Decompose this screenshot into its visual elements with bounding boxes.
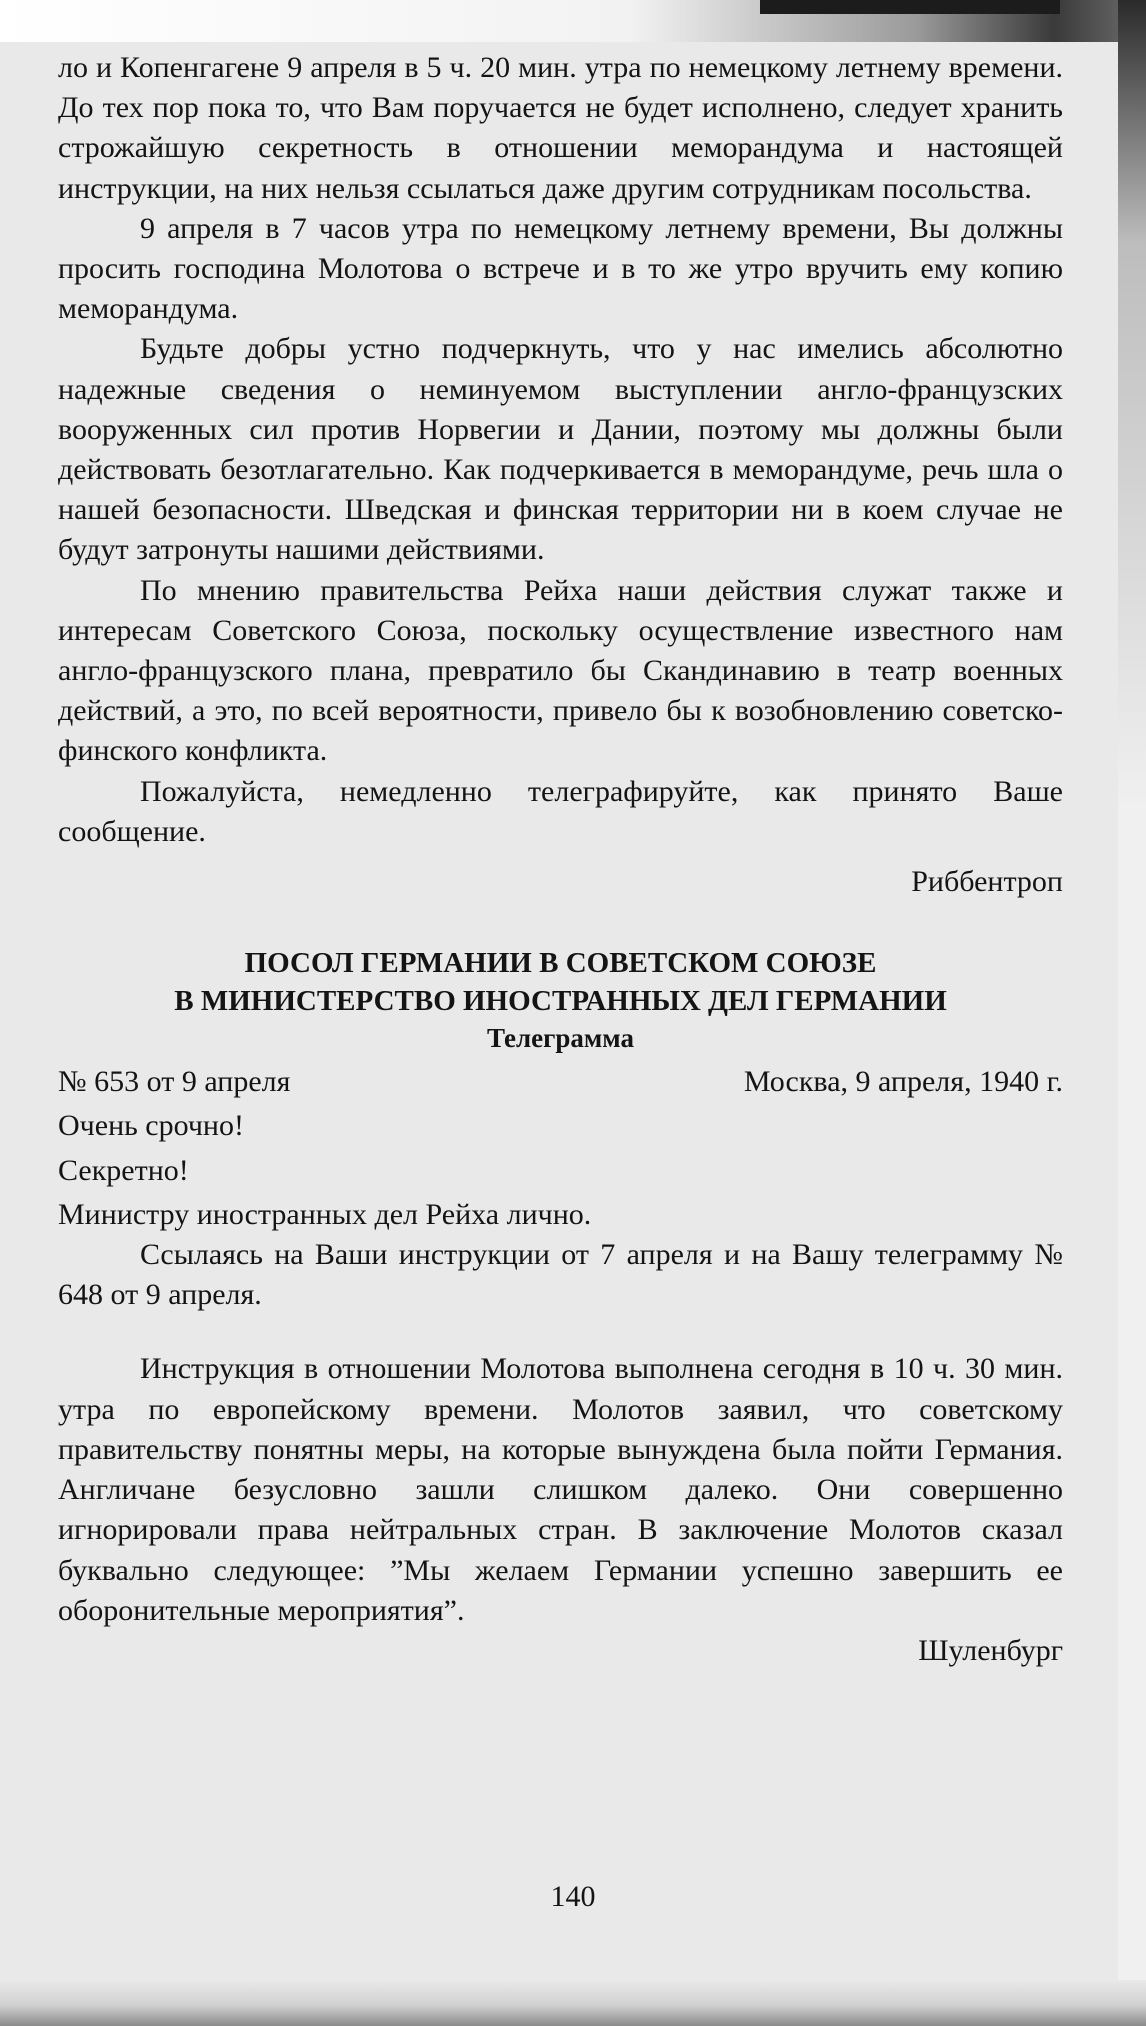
scan-bottom-edge xyxy=(0,1980,1146,2026)
document-type: Телеграмма xyxy=(487,1023,634,1054)
page-number: 140 xyxy=(550,1880,596,1913)
body-paragraph: Инструкция в отношении Молотова выполнена сегодня в 10 ч. 30 мин. утра по европейскому времени. Молотов заявил, что советскому правительству понятны меры, на которые вынуждена была пойти Германия. Англичане безусловно зашли слишком далеко. Они совершенно игнорировали права нейтральных стран. В заключение Молотов сказал буквально следующее: ”Мы желаем Германии успешно завершить ее оборонительные мероприятия”. xyxy=(58,1352,1063,1627)
telegram-number-date: № 653 от 9 апреля xyxy=(58,1065,291,1099)
telegram-place-date: Москва, 9 апреля, 1940 г. xyxy=(743,1065,1063,1099)
body-paragraph: ло и Копенгагене 9 апреля в 5 ч. 20 мин. утра по немецкому летнему времени. До тех пор пока то, что Вам поручается не будет исполнено, следует хранить строжайшую секретность в отношении меморандума и настоящей инструкции, на них нельзя ссылаться даже другим сотрудникам посольства. xyxy=(58,51,1063,205)
body-paragraph: 9 апреля в 7 часов утра по немецкому летнему времени, Вы должны просить господина Молотова о встрече и в то же утро вручить ему копию меморандума. xyxy=(58,211,1063,326)
document-heading-line1: ПОСОЛ ГЕРМАНИИ В СОВЕТСКОМ СОЮЗЕ xyxy=(244,947,877,980)
signature-ribbentrop: Риббентроп xyxy=(911,865,1063,899)
scan-top-edge xyxy=(0,0,1146,42)
urgency-label: Очень срочно! xyxy=(58,1109,244,1143)
signature-schulenburg: Шуленбург xyxy=(918,1633,1063,1667)
addressee-line: Министру иностранных дел Рейха лично. xyxy=(58,1197,592,1231)
classification-label: Секретно! xyxy=(58,1153,189,1187)
document-page xyxy=(58,48,1063,1671)
document-heading-line2: В МИНИСТЕРСТВО ИНОСТРАННЫХ ДЕЛ ГЕРМАНИИ xyxy=(174,985,947,1018)
scan-right-edge xyxy=(1118,0,1146,2026)
body-paragraph: Пожалуйста, немедленно телеграфируйте, как принято Ваше сообщение. xyxy=(58,774,1063,848)
telegram-meta-row xyxy=(58,1062,1063,1102)
body-paragraph: По мнению правительства Рейха наши действия служат также и интересам Советского Союза, поскольку осуществление известного нам англо-французского плана, превратило бы Скандинавию в театр военных действий, а это, по всей вероятности, привело бы к возобновлению советско-финского конфликта. xyxy=(58,573,1063,768)
body-paragraph: Ссылаясь на Ваши инструкции от 7 апреля и на Вашу телеграмму № 648 от 9 апреля. xyxy=(58,1238,1063,1312)
body-paragraph: Будьте добры устно подчеркнуть, что у нас имелись абсолютно надежные сведения о неминуемом выступлении англо-французских вооруженных сил против Норвегии и Дании, поэтому мы должны были действовать безотлагательно. Как подчеркивается в меморандуме, речь шла о нашей безопасности. Шведская и финская территории ни в коем случае не будут затронуты нашими действиями. xyxy=(58,332,1063,567)
